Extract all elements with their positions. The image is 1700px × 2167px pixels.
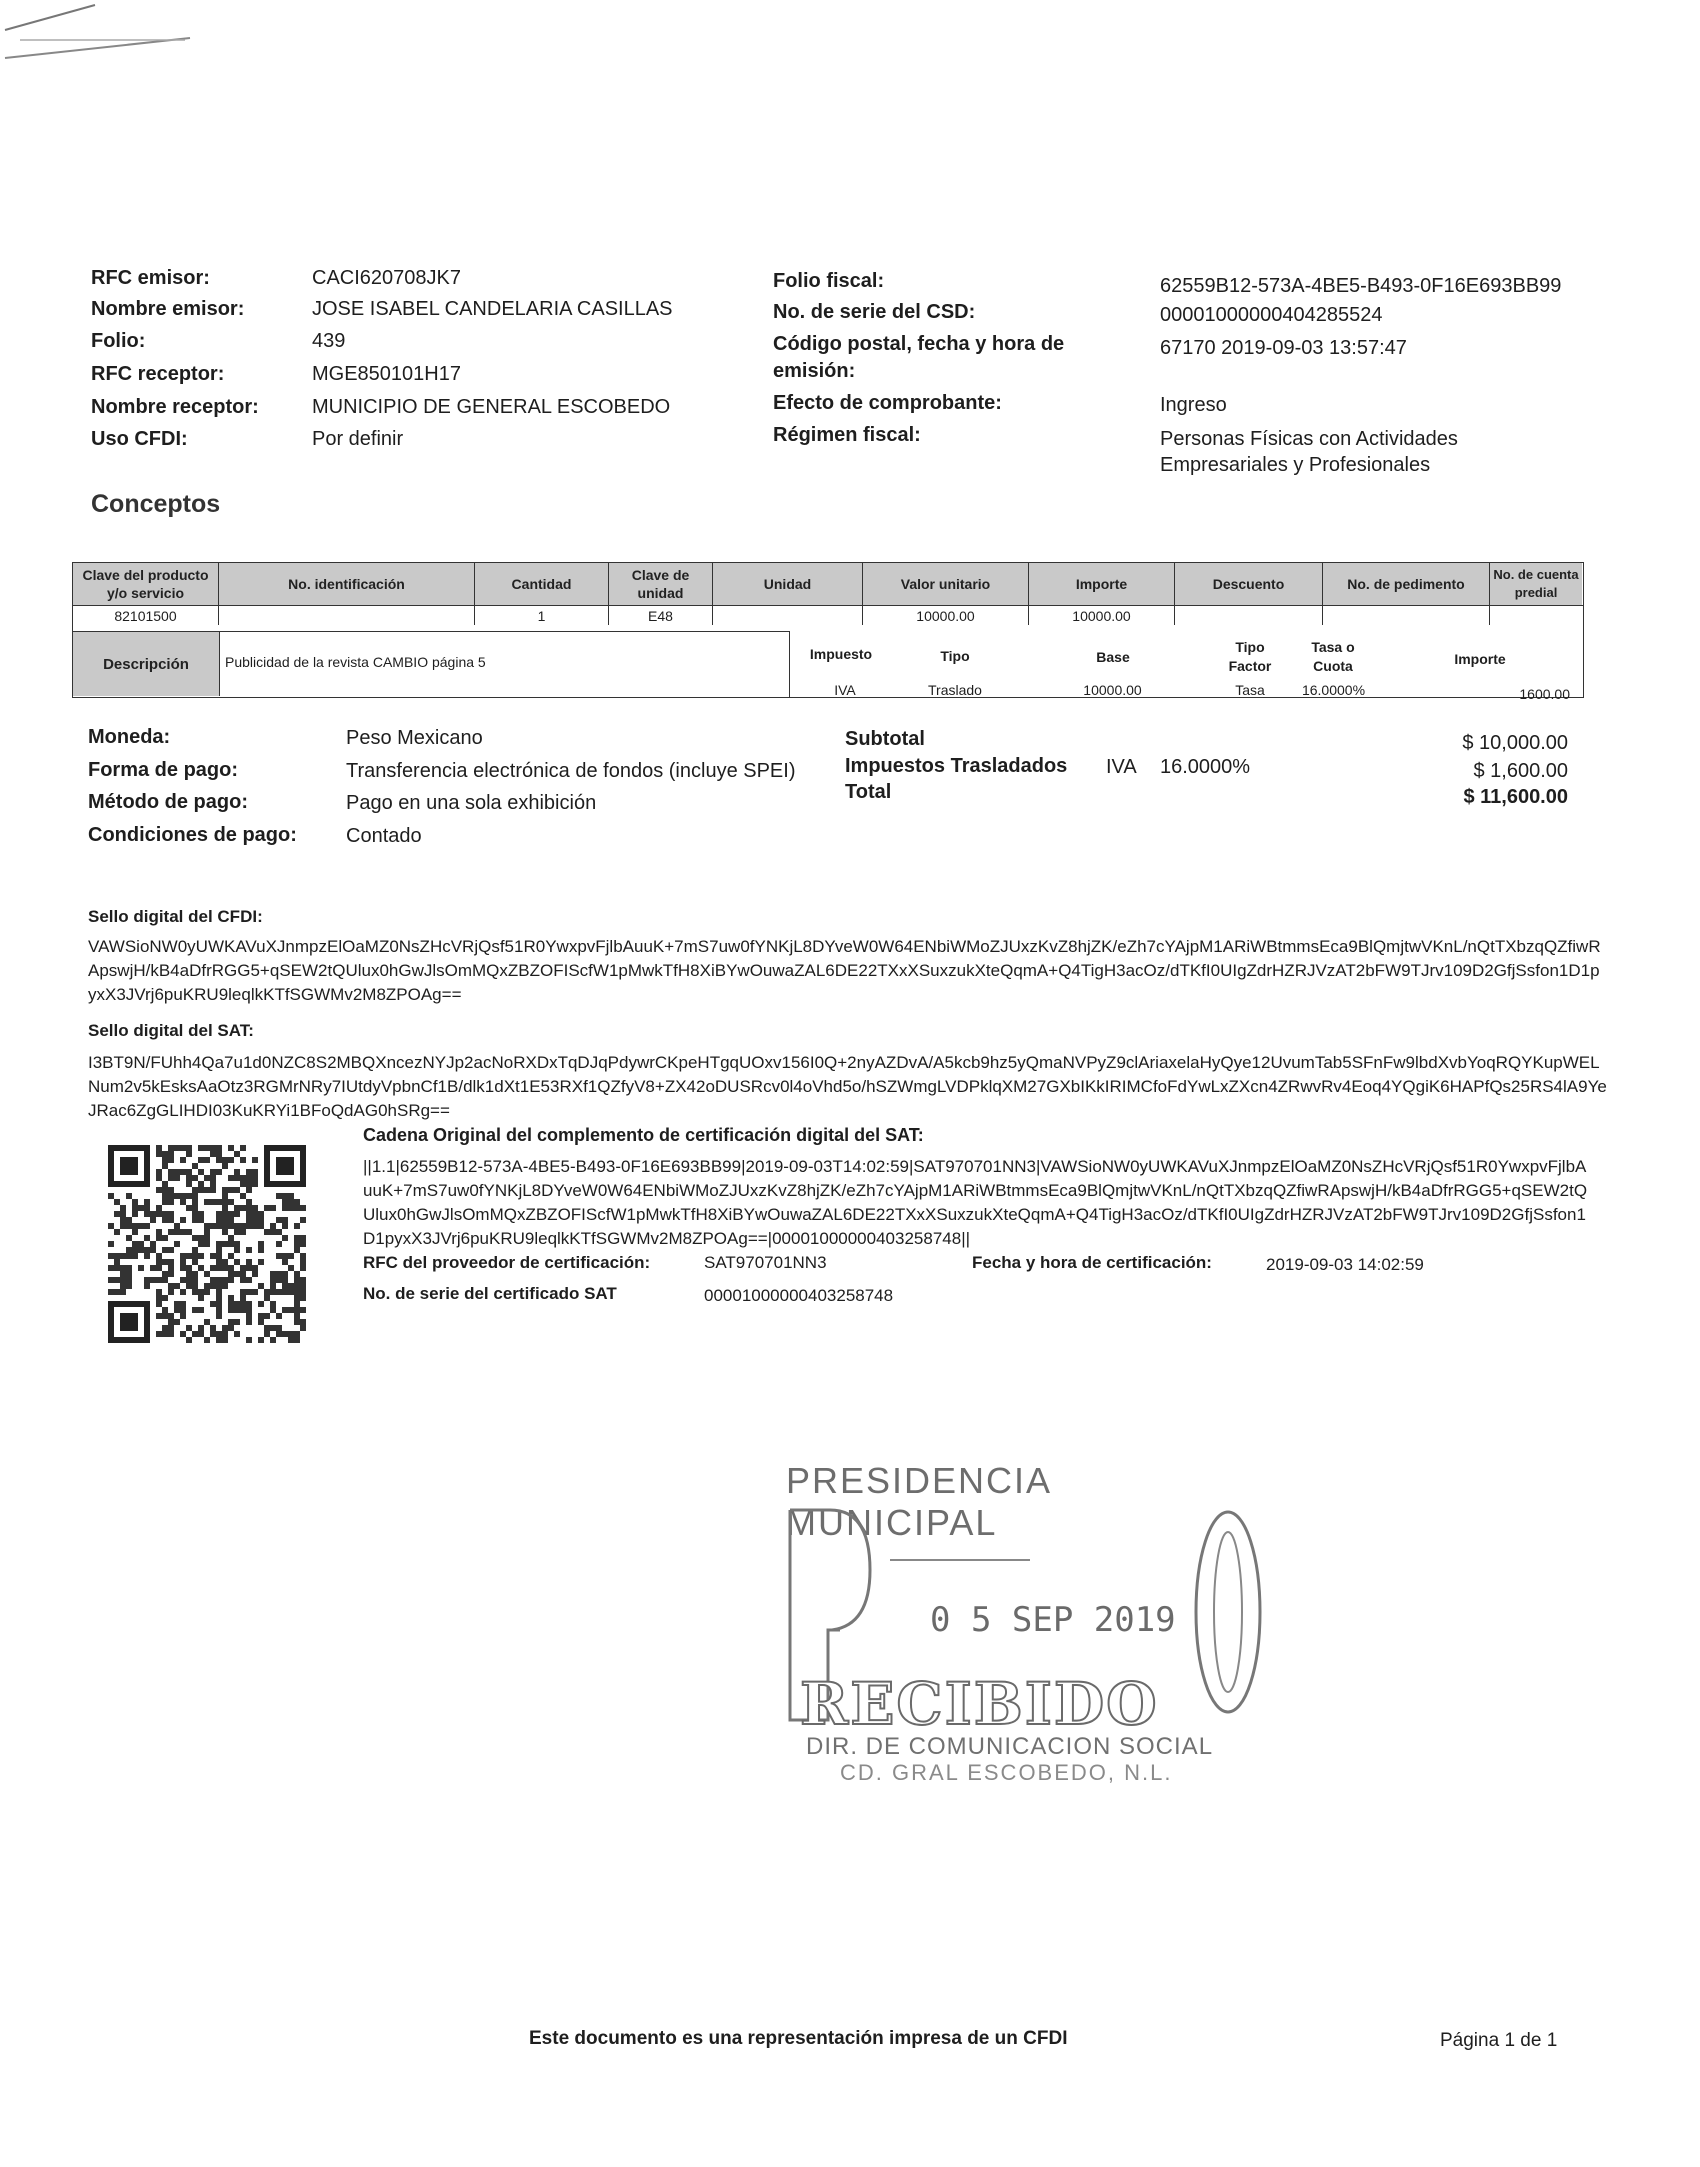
th-clave-unidad-line2: unidad (637, 585, 684, 601)
cadena-value: ||1.1|62559B12-573A-4BE5-B493-0F16E693BB99|2019-09-03T14:02:59|SAT970701NN3|VAWSioNW0yUWKAVuXJnmpzElOaMZ0NsZHcVRjQsf51R0YwxpvFjlbAuuK+7mS7uw0fYNKjL8DYveW0W64ENbiWMoZJUxzKvZ8hjZK/eZh7cYAjpM1ARiWBtmmsEca9BlQmjtwVKnL/nQtTXbzqQZfiwRApswjH/kB4aDfrRGG5+qSEW2tQUlux0hGwJlsOmMQxZBZOFIScfW1pMwkTfH8XiBYwOuwaZAL6DE22TXxXSuxzukXteQqmA+Q4TigH3acOz/dTKfI0UIgZdrHZRJVzAT2bFW9TJrv109D2GfjSsfon1D1pyxX3JVrj6puKRU9leqlkKTfSGWMv2M8ZPOAg==|00001000000403258748|| (363, 1157, 1588, 1248)
condiciones-pago-value: Contado (346, 825, 422, 847)
subtotal-value: $ 10,000.00 (1462, 732, 1568, 754)
condiciones-pago-label: Condiciones de pago: (88, 824, 297, 846)
folio-value: 439 (312, 330, 346, 352)
efecto-value: Ingreso (1160, 394, 1227, 416)
sello-sat-label: Sello digital del SAT: (88, 1021, 254, 1040)
imp-h-tipo-factor-1: Tipo (1235, 639, 1265, 655)
forma-pago-value: Transferencia electrónica de fondos (incluye SPEI) (346, 760, 796, 782)
impuestos-trasladados-label: Impuestos Trasladados (845, 755, 1068, 777)
uso-cfdi-value: Por definir (312, 428, 404, 450)
th-descuento (1175, 563, 1323, 605)
impuestos-value: $ 1,600.00 (1473, 760, 1568, 782)
th-clave (73, 563, 219, 605)
sello-sat-value: I3BT9N/FUhh4Qa7u1d0NZC8S2MBQXncezNYJp2acNoRXDxTqDJqPdywrCKpeHTgqUOxv156I0Q+2nyAZDvA/A5kcb9hz5yQmaNVPyZ9clAriaxelaHyQye12UvumTab5SFnFw9lbdXvbYoqRQYKupWELNum2v5kEsksAaOtz3RGMrNRy7IUtdyVpbnCf1B/dlk1dXt1E53RXf1QZfyV8+ZX42oDUSRcv0l4oVhd5o/hSZWmgLVDPklqXM27GXbIKkIRIMCfoFdYwLxZXcn4ZRwvRv4Eoq4YQgiK6HAPfQs25RS4lA9YeJRac6ZgGLIHDI03KuKRYi1BFoQdAG0hSRg== (88, 1053, 1607, 1120)
serie-sat-value: 00001000000403258748 (704, 1286, 894, 1305)
th-cuenta-predial-text: No. de cuenta predial (1493, 567, 1579, 600)
imp-v-base: 10000.00 (1083, 682, 1142, 698)
td-clave: 82101500 (73, 605, 219, 625)
imp-v-tasa: 16.0000% (1301, 682, 1366, 698)
rfc-proveedor-label: RFC del proveedor de certificación: (363, 1253, 651, 1272)
scan-mark (0, 0, 200, 70)
footer-page: Página 1 de 1 (1440, 2030, 1558, 2051)
td-descuento (1175, 605, 1323, 625)
descripcion-text: Publicidad de la revista CAMBIO página 5 (225, 654, 486, 670)
stamp-recibido: RECIBIDO (800, 1670, 1159, 1738)
th-cantidad (475, 563, 609, 605)
th-pedimento-text: No. de pedimento (1347, 576, 1465, 592)
serie-csd-label: No. de serie del CSD: (773, 301, 976, 323)
stamp-ciudad: CD. GRAL ESCOBEDO, N.L. (840, 1760, 1173, 1785)
th-cuenta-predial (1490, 563, 1582, 605)
uso-cfdi-label: Uso CFDI: (91, 428, 188, 450)
nombre-receptor-value: MUNICIPIO DE GENERAL ESCOBEDO (312, 396, 671, 418)
fecha-cert-value: 2019-09-03 14:02:59 (1266, 1255, 1424, 1274)
rfc-emisor-label: RFC emisor: (91, 267, 210, 289)
cadena-label: Cadena Original del complemento de certificación digital del SAT: (363, 1125, 924, 1145)
td-importe: 10000.00 (1029, 605, 1175, 625)
td-cuenta-predial (1490, 605, 1583, 625)
folio-fiscal-label: Folio fiscal: (773, 270, 885, 292)
conceptos-heading: Conceptos (91, 490, 221, 518)
descripcion-label: Descripción (103, 655, 189, 673)
folio-fiscal-value: 62559B12-573A-4BE5-B493-0F16E693BB99 (1160, 275, 1562, 297)
sello-cfdi-value: VAWSioNW0yUWKAVuXJnmpzElOaMZ0NsZHcVRjQsf51R0YwxpvFjlbAuuK+7mS7uw0fYNKjL8DYveW0W64ENbiWMoZJUxzKvZ8hjZK/eZh7cYAjpM1ARiWBtmmsEca9BlQmjtwVKnL/nQtTXbzqQZfiwRApswjH/kB4aDfrRGG5+qSEW2tQUlux0hGwJlsOmMQxZBZOFIScfW1pMwkTfH8XiBYwOuwaZAL6DE22TXxXSuxzukXteQqmA+Q4TigH3acOz/dTKfI0UIgZdrHZRJVzAT2bFW9TJrv109D2GfjSsfon1D1pyxX3JVrj6puKRU9leqlkKTfSGWMv2M8ZPOAg== (88, 937, 1601, 1004)
rfc-emisor-value: CACI620708JK7 (312, 267, 461, 289)
th-importe (1029, 563, 1175, 605)
imp-h-impuesto: Impuesto (809, 646, 873, 662)
fecha-cert-label: Fecha y hora de certificación: (972, 1253, 1212, 1272)
imp-h-tasa-1: Tasa o (1311, 639, 1355, 655)
th-pedimento (1323, 563, 1490, 605)
th-no-ident-text: No. identificación (288, 576, 405, 592)
nombre-emisor-label: Nombre emisor: (91, 298, 245, 320)
descripcion-box (72, 631, 790, 698)
td-valor-unitario: 10000.00 (863, 605, 1029, 625)
total-value: $ 11,600.00 (1463, 786, 1568, 808)
imp-v-tipo-factor: Tasa (1235, 682, 1265, 698)
th-unidad-text: Unidad (763, 576, 812, 592)
rfc-receptor-label: RFC receptor: (91, 363, 225, 385)
th-cantidad-text: Cantidad (511, 576, 572, 592)
moneda-label: Moneda: (88, 726, 171, 748)
descripcion-label-cell (73, 632, 220, 696)
th-no-ident (219, 563, 475, 605)
th-importe-text: Importe (1075, 576, 1128, 592)
stamp-presidencia: PRESIDENCIA MUNICIPAL (786, 1460, 1051, 1543)
nombre-receptor-label: Nombre receptor: (91, 396, 259, 418)
cp-label-2: emisión: (773, 360, 856, 382)
nombre-emisor-value: JOSE ISABEL CANDELARIA CASILLAS (312, 298, 673, 320)
stamp-date: 0 5 SEP 2019 (930, 1600, 1176, 1640)
reception-stamp (770, 1450, 1270, 1790)
imp-h-tasa-2: Cuota (1313, 658, 1353, 674)
metodo-pago-value: Pago en una sola exhibición (346, 792, 597, 814)
td-no-ident (219, 605, 475, 625)
serie-sat-label: No. de serie del certificado SAT (363, 1284, 617, 1303)
forma-pago-label: Forma de pago: (88, 759, 239, 781)
th-valor-unitario-text: Valor unitario (900, 576, 991, 592)
td-pedimento (1323, 605, 1490, 625)
imp-h-base: Base (1096, 649, 1130, 665)
imp-v-importe: 1600.00 (1519, 686, 1570, 702)
imp-h-tipo-factor-2: Factor (1228, 658, 1272, 674)
td-unidad (713, 605, 863, 625)
moneda-value: Peso Mexicano (346, 727, 483, 749)
th-clave-unidad (609, 563, 713, 605)
th-unidad (713, 563, 863, 605)
cp-label-1: Código postal, fecha y hora de (773, 333, 1065, 355)
regimen-label: Régimen fiscal: (773, 424, 921, 446)
serie-csd-value: 00001000000404285524 (1160, 304, 1383, 326)
th-clave-line1: Clave del producto (82, 567, 209, 583)
th-valor-unitario (863, 563, 1029, 605)
regimen-value-1: Personas Físicas con Actividades (1160, 428, 1458, 450)
metodo-pago-label: Método de pago: (88, 791, 248, 813)
folio-label: Folio: (91, 330, 146, 352)
impuestos-tasa: 16.0000% (1160, 756, 1251, 778)
th-clave-line2: y/o servicio (106, 585, 185, 601)
subtotal-label: Subtotal (845, 728, 925, 750)
impuestos-tipo: IVA (1106, 756, 1137, 778)
imp-h-tipo: Tipo (940, 648, 970, 664)
regimen-value-2: Empresariales y Profesionales (1160, 454, 1431, 476)
total-label: Total (845, 781, 892, 803)
imp-h-importe: Importe (1454, 651, 1506, 667)
footer-text: Este documento es una representación impresa de un CFDI (529, 2028, 1068, 2049)
td-clave-unidad: E48 (609, 605, 713, 625)
efecto-label: Efecto de comprobante: (773, 392, 1002, 414)
sello-cfdi-label: Sello digital del CFDI: (88, 907, 263, 926)
rfc-proveedor-value: SAT970701NN3 (704, 1253, 827, 1272)
th-clave-unidad-line1: Clave de (631, 567, 690, 583)
th-descuento-text: Descuento (1212, 576, 1285, 592)
qr-code (108, 1145, 306, 1343)
cp-fecha-value: 67170 2019-09-03 13:57:47 (1160, 337, 1407, 359)
stamp-direccion: DIR. DE COMUNICACION SOCIAL (806, 1733, 1214, 1760)
td-cantidad: 1 (475, 605, 609, 625)
imp-v-tipo: Traslado (928, 682, 982, 698)
imp-v-impuesto: IVA (834, 682, 856, 698)
rfc-receptor-value: MGE850101H17 (312, 363, 461, 385)
